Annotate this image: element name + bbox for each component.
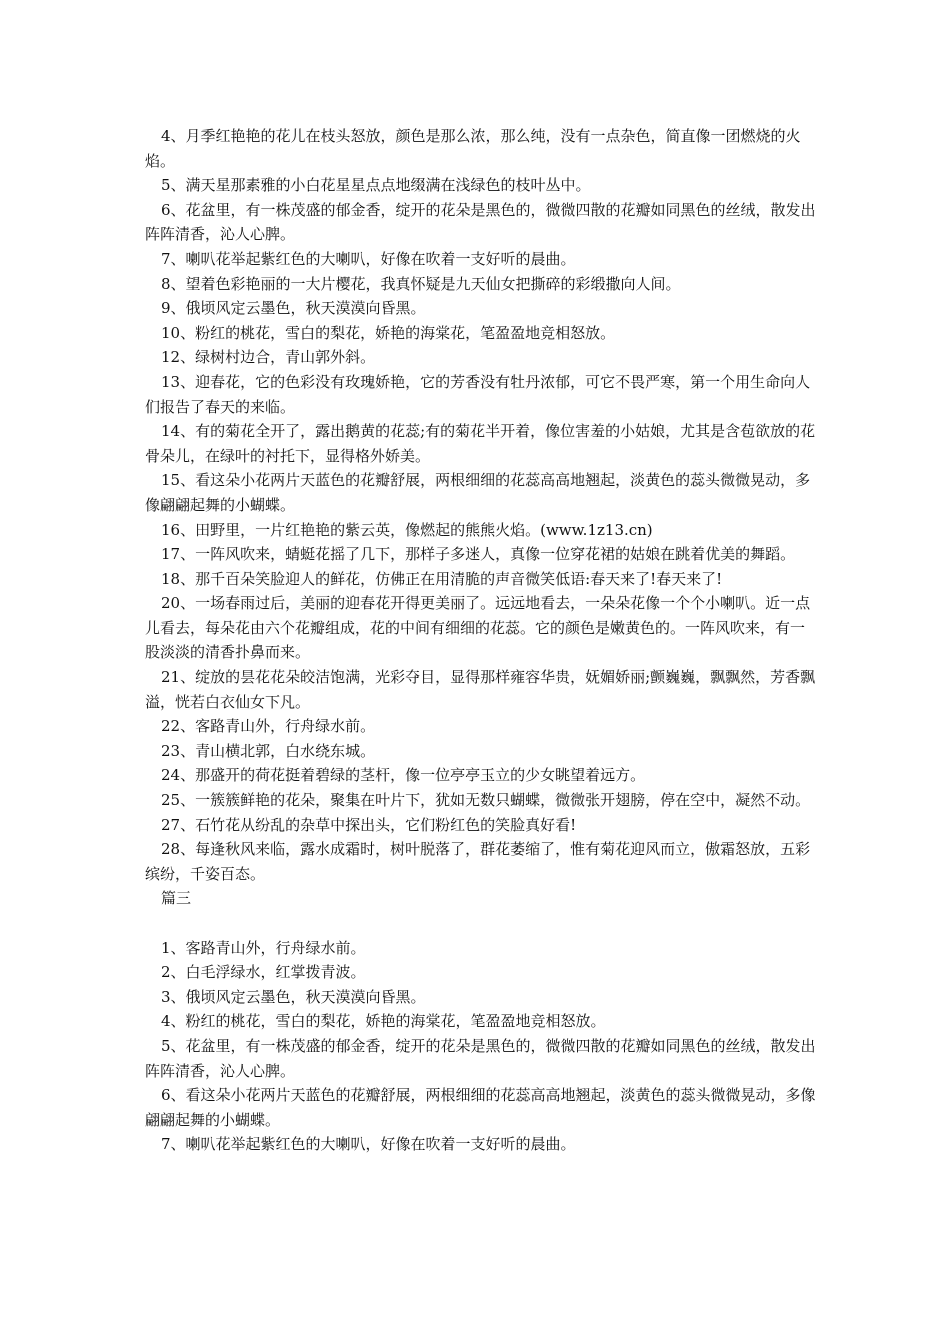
paragraph: 23、青山横北郭，白水绕东城。: [161, 741, 376, 760]
paragraph: 4、月季红艳艳的花儿在枝头怒放，颜色是那么浓，那么纯，没有一点杂色，简直像一团燃烧的火焰。: [145, 127, 801, 170]
paragraph: 6、看这朵小花两片天蓝色的花瓣舒展，两根细细的花蕊高高地翘起，淡黄色的蕊头微微晃动，多像翩翩起舞的小蝴蝶。: [145, 1086, 816, 1129]
paragraph: 17、一阵风吹来，蜻蜓花摇了几下，那样子多迷人，真像一位穿花裙的姑娘在跳着优美的舞蹈。: [161, 545, 796, 564]
paragraph: 5、花盆里，有一株茂盛的郁金香，绽开的花朵是黑色的，微微四散的花瓣如同黑色的丝绒，散发出阵阵清香，沁人心脾。: [145, 1036, 816, 1080]
paragraph: 24、那盛开的荷花挺着碧绿的茎杆，像一位亭亭玉立的少女眺望着远方。: [161, 766, 646, 785]
paragraph: 6、花盆里，有一株茂盛的郁金香，绽开的花朵是黑色的，微微四散的花瓣如同黑色的丝绒，散发出阵阵清香，沁人心脾。: [145, 200, 816, 244]
paragraph: 21、绽放的昙花花朵皎洁饱满，光彩夺目，显得那样雍容华贵，妩媚娇丽;颤巍巍，飘飘然，芳香飘溢，恍若白衣仙女下凡。: [145, 668, 816, 711]
section-two: [145, 936, 817, 1157]
paragraph: 7、喇叭花举起紫红色的大喇叭，好像在吹着一支好听的晨曲。: [161, 1135, 576, 1154]
paragraph: 4、粉红的桃花，雪白的梨花，娇艳的海棠花，笔盈盈地竞相怒放。: [161, 1012, 606, 1031]
blank-line: [145, 911, 817, 936]
paragraph: 8、望着色彩艳丽的一大片樱花，我真怀疑是九天仙女把撕碎的彩缎撒向人间。: [161, 274, 681, 293]
paragraph: 16、田野里，一片红艳艳的紫云英，像燃起的熊熊火焰。(www.1z13.cn): [161, 520, 653, 539]
paragraph: 25、一簇簇鲜艳的花朵，聚集在叶片下，犹如无数只蝴蝶，微微张开翅膀，停在空中，凝然不动。: [161, 791, 811, 810]
paragraph: 9、俄顷风定云墨色，秋天漠漠向昏黑。: [161, 299, 426, 318]
paragraph: 7、喇叭花举起紫红色的大喇叭，好像在吹着一支好听的晨曲。: [161, 249, 576, 268]
paragraph: 3、俄顷风定云墨色，秋天漠漠向昏黑。: [161, 987, 426, 1006]
paragraph: 28、每逢秋风来临，露水成霜时，树叶脱落了，群花萎缩了，惟有菊花迎风而立，傲霜怒放，五彩缤纷，千姿百态。: [145, 840, 811, 883]
paragraph: 15、看这朵小花两片天蓝色的花瓣舒展，两根细细的花蕊高高地翘起，淡黄色的蕊头微微晃动，多像翩翩起舞的小蝴蝶。: [145, 471, 811, 514]
paragraph: 27、石竹花从纷乱的杂草中探出头，它们粉红色的笑脸真好看!: [161, 815, 577, 834]
paragraph: 5、满天星那素雅的小白花星星点点地缀满在浅绿色的枝叶丛中。: [161, 176, 591, 195]
paragraph: 22、客路青山外，行舟绿水前。: [161, 717, 376, 736]
paragraph: 13、迎春花，它的色彩没有玫瑰娇艳，它的芳香没有牡丹浓郁，可它不畏严寒，第一个用生命向人们报告了春天的来临。: [145, 372, 811, 416]
paragraph: 12、绿树村边合，青山郭外斜。: [161, 348, 376, 367]
paragraph: 1、客路青山外，行舟绿水前。: [161, 938, 366, 957]
paragraph: 2、白毛浮绿水，红掌拨青波。: [161, 963, 366, 982]
paragraph: 20、一场春雨过后，美丽的迎春花开得更美丽了。远远地看去，一朵朵花像一个个小喇叭。近一点儿看去，每朵花由六个花瓣组成，花的中间有细细的花蕊。它的颜色是嫩黄色的。一阵风吹来，有一股淡淡的清香扑鼻而来。: [145, 594, 811, 662]
paragraph: 10、粉红的桃花，雪白的梨花，娇艳的海棠花，笔盈盈地竞相怒放。: [161, 323, 616, 342]
document-page: [145, 124, 817, 1157]
paragraph: 18、那千百朵笑脸迎人的鲜花，仿佛正在用清脆的声音微笑低语:春天来了!春天来了!: [161, 569, 723, 588]
section-one: [145, 124, 817, 886]
paragraph: 14、有的菊花全开了，露出鹅黄的花蕊;有的菊花半开着，像位害羞的小姑娘，尤其是含苞欲放的花骨朵儿，在绿叶的衬托下，显得格外娇美。: [145, 422, 816, 465]
section-heading: 篇三: [161, 889, 192, 908]
